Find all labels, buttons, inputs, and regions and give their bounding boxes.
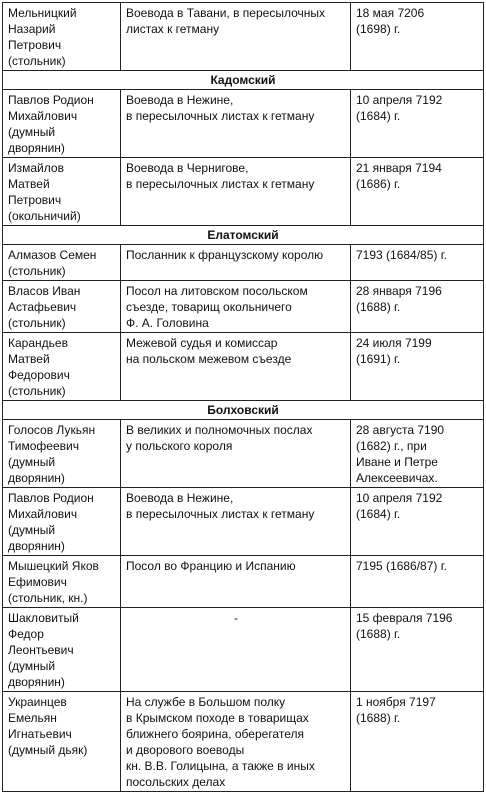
official-name-cell: Павлов Родион Михайлович (думный дворянин): [3, 488, 121, 556]
service-role-cell: Посол на литовском посольском съезде, товарищ окольничего Ф. А. Головина: [121, 281, 351, 333]
official-name-cell: Измайлов Матвей Петрович (окольничий): [3, 158, 121, 226]
table-row: [3, 245, 484, 281]
service-role-cell: -: [121, 608, 351, 692]
table-row: [3, 692, 484, 792]
service-role-cell: В великих и полномочных послах у польского короля: [121, 420, 351, 488]
appointment-date-cell: 24 июля 7199 (1691) г.: [351, 333, 484, 401]
appointment-date-cell: 7195 (1686/87) г.: [351, 556, 484, 608]
appointment-date-cell: 15 февраля 7196 (1688) г.: [351, 608, 484, 692]
official-name-cell: Шакловитый Федор Леонтьевич (думный дворянин): [3, 608, 121, 692]
appointment-date-cell: 21 января 7194 (1686) г.: [351, 158, 484, 226]
service-role-cell: Воевода в Чернигове, в пересылочных листах к гетману: [121, 158, 351, 226]
official-name-cell: Украинцев Емельян Игнатьевич (думный дьяк): [3, 692, 121, 792]
table-row: [3, 608, 484, 692]
section-header-row: [3, 71, 484, 90]
appointment-date-cell: 18 мая 7206 (1698) г.: [351, 3, 484, 71]
appointment-date-cell: 1 ноября 7197 (1688) г.: [351, 692, 484, 792]
service-role-cell: Воевода в Тавани, в пересылочных листах к гетману: [121, 3, 351, 71]
appointment-date-cell: 7193 (1684/85) г.: [351, 245, 484, 281]
section-title: Кадомский: [3, 71, 484, 90]
section-title: Елатомский: [3, 226, 484, 245]
officials-table: [2, 2, 484, 792]
service-role-cell: Воевода в Нежине, в пересылочных листах к гетману: [121, 488, 351, 556]
table-row: [3, 488, 484, 556]
official-name-cell: Мельницкий Назарий Петрович (стольник): [3, 3, 121, 71]
table-row: [3, 158, 484, 226]
official-name-cell: Власов Иван Астафьевич (стольник): [3, 281, 121, 333]
section-header-row: [3, 401, 484, 420]
official-name-cell: Мышецкий Яков Ефимович (стольник, кн.): [3, 556, 121, 608]
table-row: [3, 90, 484, 158]
official-name-cell: Алмазов Семен (стольник): [3, 245, 121, 281]
table-row: [3, 420, 484, 488]
official-name-cell: Голосов Лукьян Тимофеевич (думный дворянин): [3, 420, 121, 488]
official-name-cell: Павлов Родион Михайлович (думный дворянин): [3, 90, 121, 158]
service-role-cell: Посол во Францию и Испанию: [121, 556, 351, 608]
section-title: Болховский: [3, 401, 484, 420]
service-role-cell: На службе в Большом полку в Крымском походе в товарищах ближнего боярина, оберегателя и дворового воеводы кн. В.В. Голицына, а также в иных посольских делах: [121, 692, 351, 792]
appointment-date-cell: 10 апреля 7192 (1684) г.: [351, 90, 484, 158]
service-role-cell: Воевода в Нежине, в пересылочных листах к гетману: [121, 90, 351, 158]
officials-table-body: [3, 3, 484, 792]
appointment-date-cell: 10 апреля 7192 (1684) г.: [351, 488, 484, 556]
table-row: [3, 556, 484, 608]
service-role-cell: Посланник к французскому королю: [121, 245, 351, 281]
table-row: [3, 3, 484, 71]
table-row: [3, 281, 484, 333]
service-role-cell: Межевой судья и комиссар на польском межевом съезде: [121, 333, 351, 401]
official-name-cell: Карандьев Матвей Федорович (стольник): [3, 333, 121, 401]
appointment-date-cell: 28 августа 7190 (1682) г., при Иване и Петре Алексеевичах.: [351, 420, 484, 488]
section-header-row: [3, 226, 484, 245]
appointment-date-cell: 28 января 7196 (1688) г.: [351, 281, 484, 333]
table-row: [3, 333, 484, 401]
